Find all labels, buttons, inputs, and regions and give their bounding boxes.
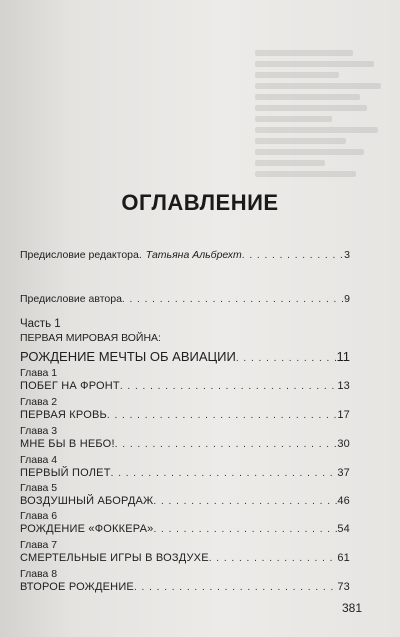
toc-entry-chapter xyxy=(20,581,350,593)
author-preface-title: Предисловие автора xyxy=(20,293,122,305)
chapter-title: ПЕРВАЯ КРОВЬ xyxy=(20,409,107,421)
toc-entry-chapter xyxy=(20,552,350,564)
part-title-line2: РОЖДЕНИЕ МЕЧТЫ ОБ АВИАЦИИ xyxy=(20,349,236,364)
toc-heading: ОГЛАВЛЕНИЕ xyxy=(121,190,279,215)
dot-leader xyxy=(107,409,337,421)
chapter-title: ВОЗДУШНЫЙ АБОРДАЖ xyxy=(20,495,154,507)
toc-entry-chapter xyxy=(20,438,350,450)
editor-preface-author: Татьяна Альбрехт xyxy=(145,249,242,261)
part-label: Часть 1 xyxy=(20,318,61,330)
part-title-line1: ПЕРВАЯ МИРОВАЯ ВОЙНА: xyxy=(20,332,161,344)
dot-leader xyxy=(134,581,337,593)
dot-leader xyxy=(111,467,338,479)
chapter-title: РОЖДЕНИЕ «ФОККЕРА» xyxy=(20,523,154,535)
dot-leader xyxy=(115,438,338,450)
toc-entry-editor-preface xyxy=(20,249,350,261)
author-preface-page: 9 xyxy=(344,293,350,305)
chapter-label: Глава 3 xyxy=(20,425,58,437)
dot-leader xyxy=(209,552,338,564)
dot-leader xyxy=(122,293,344,305)
chapter-page: 13 xyxy=(337,380,350,392)
chapter-label: Глава 6 xyxy=(20,510,58,522)
toc-entry-author-preface xyxy=(20,293,350,305)
toc-entry-part-1 xyxy=(20,349,350,364)
toc-entry-chapter xyxy=(20,409,350,421)
chapter-title: ПЕРВЫЙ ПОЛЕТ xyxy=(20,467,111,479)
dot-leader xyxy=(153,523,337,535)
chapter-page: 37 xyxy=(337,467,350,479)
page-number: 381 xyxy=(341,601,362,615)
chapter-page: 54 xyxy=(337,523,350,535)
editor-preface-page: 3 xyxy=(344,249,350,261)
chapter-label: Глава 2 xyxy=(20,396,58,408)
editor-preface-title: Предисловие редактора. xyxy=(20,249,142,261)
chapter-title: ВТОРОЕ РОЖДЕНИЕ xyxy=(20,581,134,593)
toc-entry-chapter xyxy=(20,495,350,507)
toc-entry-chapter xyxy=(20,467,350,479)
chapter-page: 30 xyxy=(337,438,350,450)
chapter-title: ПОБЕГ НА ФРОНТ xyxy=(20,380,120,392)
chapter-label: Глава 5 xyxy=(20,482,58,494)
dot-leader xyxy=(120,380,338,392)
chapter-label: Глава 8 xyxy=(20,568,58,580)
chapter-title: СМЕРТЕЛЬНЫЕ ИГРЫ В ВОЗДУХЕ xyxy=(20,552,209,564)
dot-leader xyxy=(236,349,337,364)
part-page: 11 xyxy=(336,349,350,364)
toc-entry-chapter xyxy=(20,523,350,535)
chapter-page: 73 xyxy=(337,581,350,593)
chapter-label: Глава 4 xyxy=(20,454,58,466)
dot-leader xyxy=(153,495,337,507)
toc-entry-chapter xyxy=(20,380,350,392)
chapter-page: 17 xyxy=(337,409,350,421)
chapter-page: 61 xyxy=(337,552,350,564)
chapter-label: Глава 1 xyxy=(20,367,58,379)
dot-leader xyxy=(242,249,344,261)
chapter-page: 46 xyxy=(337,495,350,507)
chapter-label: Глава 7 xyxy=(20,539,58,551)
chapter-title: МНЕ БЫ В НЕБО! xyxy=(20,438,115,450)
